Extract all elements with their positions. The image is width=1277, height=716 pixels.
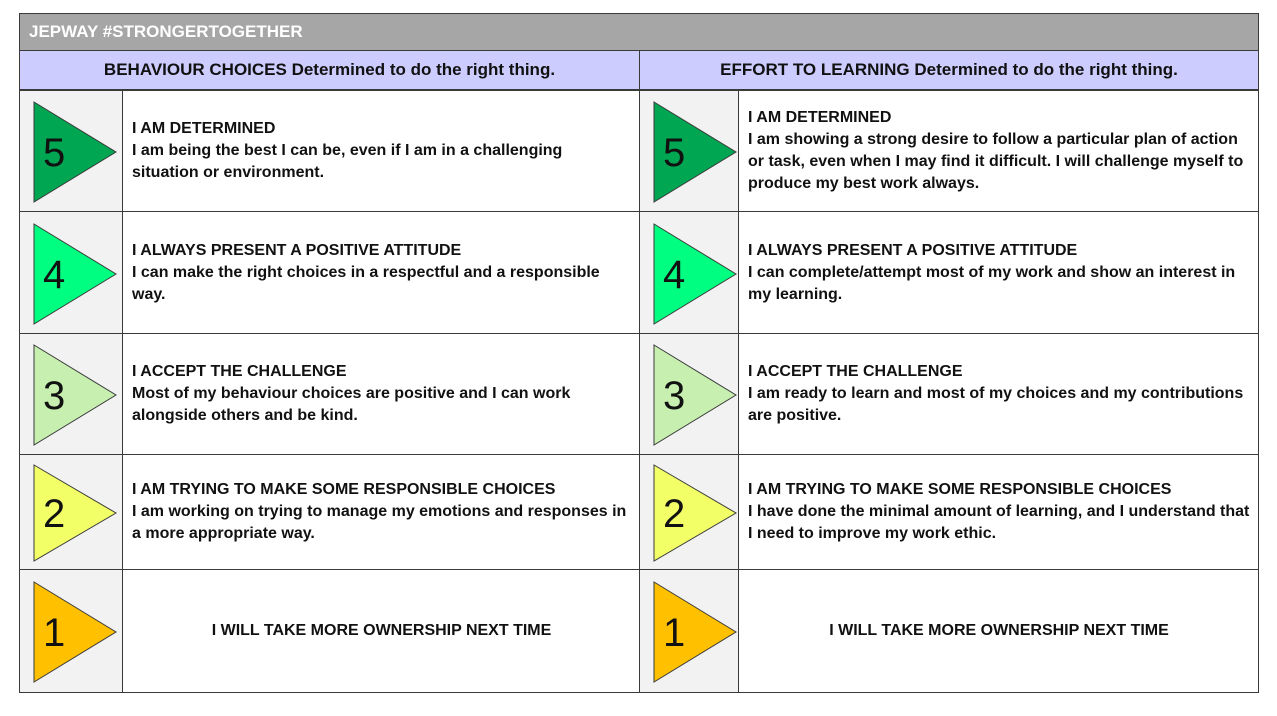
grade-arrow-icon	[653, 344, 737, 446]
level-text-cell	[123, 212, 639, 333]
rubric-sheet	[19, 13, 1259, 693]
grade-number: 1	[663, 611, 686, 655]
level-text-cell	[123, 91, 639, 211]
grade-arrow-icon	[33, 101, 117, 203]
grade-cell	[20, 334, 123, 454]
level-title: I ALWAYS PRESENT A POSITIVE ATTITUDE	[132, 241, 462, 259]
grade-cell	[20, 455, 123, 569]
rubric-row	[639, 211, 1259, 334]
grade-number: 2	[43, 492, 66, 536]
level-text-cell	[739, 91, 1258, 211]
rubric-row	[19, 569, 640, 693]
rubric-row	[19, 454, 640, 570]
level-text-cell	[123, 570, 639, 692]
grade-number: 3	[663, 374, 686, 418]
grade-cell	[640, 212, 739, 333]
level-text-cell	[739, 212, 1258, 333]
grade-arrow-icon	[653, 581, 737, 683]
rubric-row	[639, 569, 1259, 693]
column-header-effort: EFFORT TO LEARNING Determined to do the right thing.	[639, 50, 1259, 90]
grade-arrow-icon	[653, 101, 737, 203]
level-text-cell	[739, 570, 1258, 692]
grade-cell	[20, 212, 123, 333]
grade-number: 5	[663, 131, 686, 175]
level-title: I WILL TAKE MORE OWNERSHIP NEXT TIME	[829, 622, 1169, 639]
level-description: I am being the best I can be, even if I am in a challenging situation or environment.	[132, 142, 563, 181]
column-header-behaviour: BEHAVIOUR CHOICES Determined to do the right thing.	[19, 50, 640, 90]
level-text-cell	[123, 334, 639, 454]
level-description: I am working on trying to manage my emotions and responses in a more appropriate way.	[132, 503, 627, 542]
grade-arrow-icon	[33, 464, 117, 562]
grade-arrow-icon	[653, 464, 737, 562]
level-title: I ALWAYS PRESENT A POSITIVE ATTITUDE	[748, 241, 1078, 259]
grade-cell	[20, 91, 123, 211]
grade-arrow-icon	[653, 223, 737, 325]
grade-cell	[640, 334, 739, 454]
grade-number: 3	[43, 374, 66, 418]
grade-number: 4	[43, 252, 66, 297]
level-text-cell	[739, 455, 1258, 569]
level-description: Most of my behaviour choices are positive and I can work alongside others and be kind.	[132, 385, 571, 424]
level-description: I can complete/attempt most of my work and show an interest in my learning.	[748, 263, 1236, 303]
level-title: I AM DETERMINED	[748, 109, 892, 126]
grade-cell	[640, 91, 739, 211]
level-title: I ACCEPT THE CHALLENGE	[748, 363, 963, 380]
level-description: I am showing a strong desire to follow a particular plan of action or task, even when I may find it difficult. I will challenge myself to produce my best work always.	[748, 131, 1244, 192]
level-title: I AM TRYING TO MAKE SOME RESPONSIBLE CHOICES	[748, 481, 1172, 498]
grade-arrow-icon	[33, 344, 117, 446]
grade-number: 2	[663, 492, 686, 536]
grade-cell	[20, 570, 123, 692]
grade-arrow-icon	[33, 223, 117, 325]
level-description: I am ready to learn and most of my choices and my contributions are positive.	[748, 385, 1244, 424]
rubric-row	[19, 333, 640, 455]
rubric-row	[19, 211, 640, 334]
rubric-row	[639, 454, 1259, 570]
rubric-row	[639, 333, 1259, 455]
level-description: I can make the right choices in a respectful and a responsible way.	[132, 263, 600, 303]
level-title: I AM DETERMINED	[132, 120, 276, 137]
rubric-row	[19, 90, 640, 212]
page-title: JEPWAY #STRONGERTOGETHER	[19, 13, 1259, 51]
grade-cell	[640, 455, 739, 569]
grade-number: 5	[43, 131, 66, 175]
level-title: I ACCEPT THE CHALLENGE	[132, 363, 347, 380]
level-title: I AM TRYING TO MAKE SOME RESPONSIBLE CHOICES	[132, 481, 556, 498]
rubric-row	[639, 90, 1259, 212]
level-text-cell	[739, 334, 1258, 454]
grade-number: 4	[663, 252, 686, 297]
level-title: I WILL TAKE MORE OWNERSHIP NEXT TIME	[211, 622, 552, 639]
grade-number: 1	[43, 611, 66, 655]
grade-arrow-icon	[33, 581, 117, 683]
level-description: I have done the minimal amount of learning, and I understand that I need to improve my work ethic.	[748, 503, 1250, 542]
level-text-cell	[123, 455, 639, 569]
grade-cell	[640, 570, 739, 692]
